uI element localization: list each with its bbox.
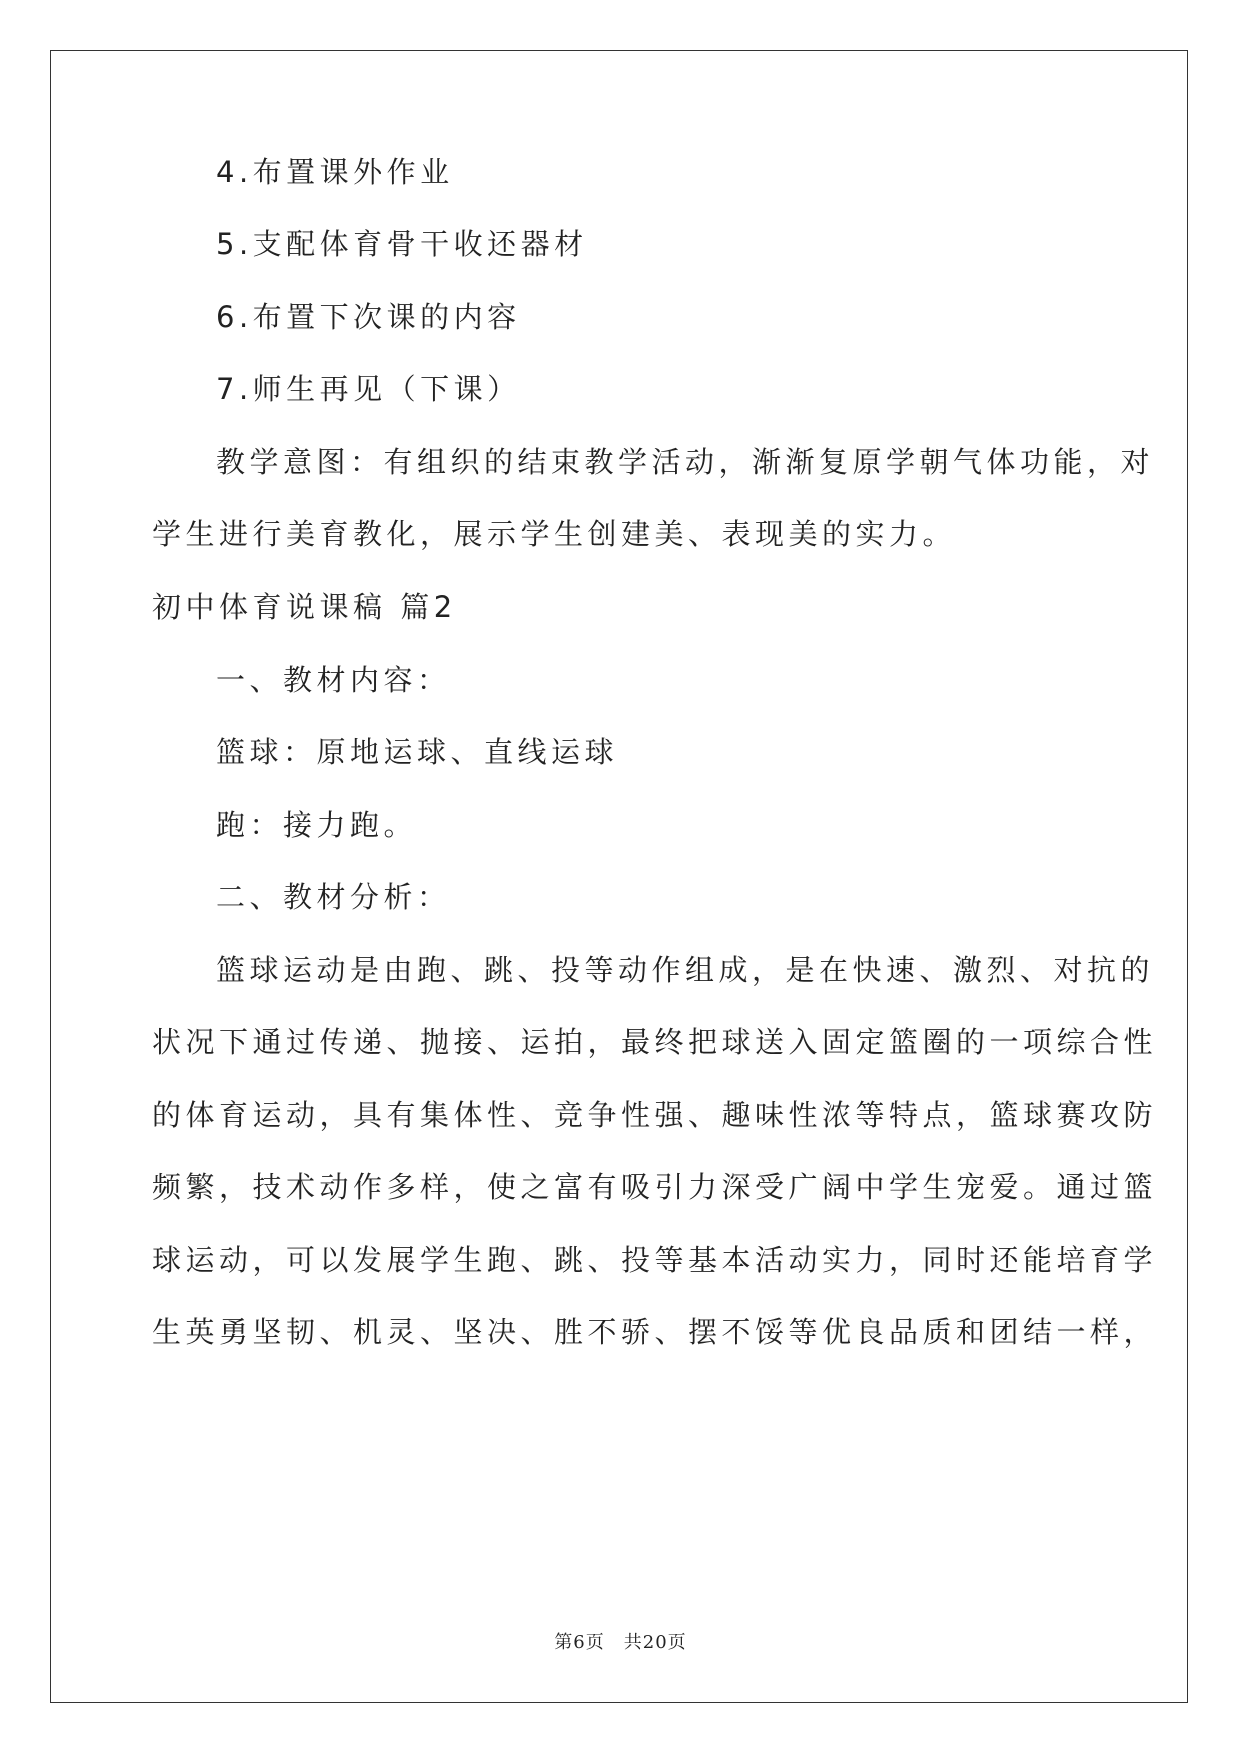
section-heading: 二、教材分析： xyxy=(216,880,451,914)
paragraph-line: 球运动，可以发展学生跑、跳、投等基本活动实力，同时还能培育学 xyxy=(152,1243,1158,1277)
section-title: 初中体育说课稿 篇2 xyxy=(152,590,457,624)
paragraph-line: 状况下通过传递、抛接、运拍，最终把球送入固定篮圈的一项综合性 xyxy=(152,1025,1158,1059)
paragraph-line: 生英勇坚韧、机灵、坚决、胜不骄、摆不馁等优良品质和团结一样， xyxy=(152,1315,1158,1349)
list-item: 5.支配体育骨干收还器材 xyxy=(216,227,588,261)
paragraph-line: 的体育运动，具有集体性、竞争性强、趣味性浓等特点，篮球赛攻防 xyxy=(152,1098,1158,1132)
list-item: 4.布置课外作业 xyxy=(216,155,454,189)
paragraph-line: 教学意图：有组织的结束教学活动，渐渐复原学朝气体功能，对 xyxy=(216,445,1155,479)
page-number-footer: 第6页 共20页 xyxy=(554,1632,687,1653)
paragraph-line: 学生进行美育教化，展示学生创建美、表现美的实力。 xyxy=(152,517,957,551)
paragraph-line: 篮球运动是由跑、跳、投等动作组成，是在快速、激烈、对抗的 xyxy=(216,953,1155,987)
paragraph-line: 频繁，技术动作多样，使之富有吸引力深受广阔中学生宠爱。通过篮 xyxy=(152,1170,1158,1204)
paragraph-line: 篮球：原地运球、直线运球 xyxy=(216,735,619,769)
list-item: 6.布置下次课的内容 xyxy=(216,300,521,334)
paragraph-line: 跑：接力跑。 xyxy=(216,808,418,842)
list-item: 7.师生再见（下课） xyxy=(216,372,521,406)
section-heading: 一、教材内容： xyxy=(216,663,451,697)
